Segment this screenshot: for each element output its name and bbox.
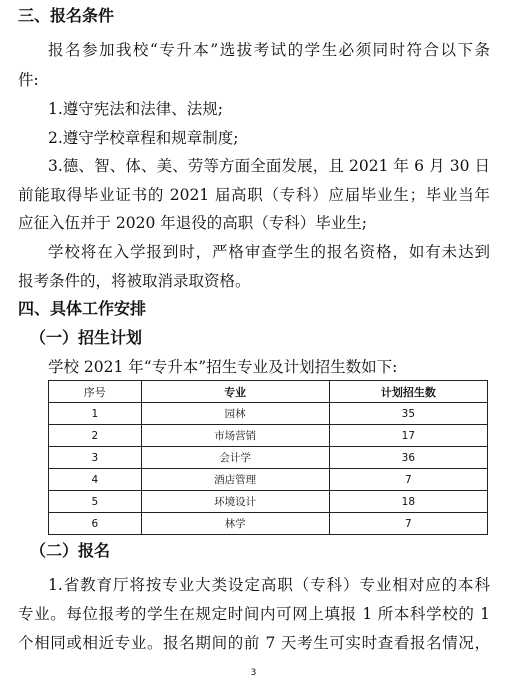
table-cell: 17: [329, 425, 487, 447]
table-cell: 2: [49, 425, 142, 447]
paragraph-line: 1.省教育厅将按专业大类设定高职（专科）专业相对应的本科: [48, 576, 490, 594]
table-intro: 学校 2021 年“专升本”招生专业及计划招生数如下:: [48, 358, 398, 376]
page-number: 3: [250, 668, 257, 678]
paragraph-line: 报名参加我校“专升本”选拔考试的学生必须同时符合以下条: [48, 41, 490, 59]
table-row: [49, 513, 488, 535]
paragraph-line: 应征入伍并于 2020 年退役的高职（专科）毕业生;: [18, 214, 368, 232]
table-cell: 36: [329, 447, 487, 469]
section-heading-arrangements: 四、具体工作安排: [18, 299, 147, 318]
table-cell: 市场营销: [141, 425, 329, 447]
table-cell: 18: [329, 491, 487, 513]
section-heading-eligibility: 三、报名条件: [18, 6, 115, 25]
list-item: 3.德、智、体、美、劳等方面全面发展，且 2021 年 6 月 30 日: [48, 157, 490, 175]
table-cell: 35: [329, 403, 487, 425]
paragraph-line: 个相同或相近专业。报名期间的前 7 天考生可实时查看报名情况，: [18, 634, 490, 652]
table-cell: 7: [329, 513, 487, 535]
table-cell: 4: [49, 469, 142, 491]
table-row: [49, 491, 488, 513]
table-cell: 1: [49, 403, 142, 425]
subsection-heading-plan: （一）招生计划: [30, 328, 143, 347]
table-header-row: [49, 381, 488, 403]
table-cell: 7: [329, 469, 487, 491]
column-header: 计划招生数: [329, 381, 487, 403]
table-cell: 6: [49, 513, 142, 535]
table-cell: 林学: [141, 513, 329, 535]
list-item: 1.遵守宪法和法律、法规;: [48, 100, 224, 118]
paragraph-line: 报考条件的，将被取消录取资格。: [18, 272, 251, 290]
subsection-heading-registration: （二）报名: [30, 541, 111, 560]
table-cell: 会计学: [141, 447, 329, 469]
list-item: 2.遵守学校章程和规章制度;: [48, 129, 239, 147]
table-row: [49, 447, 488, 469]
table-cell: 酒店管理: [141, 469, 329, 491]
paragraph-line: 专业。每位报考的学生在规定时间内可网上填报 1 所本科学校的 1: [18, 605, 490, 623]
table-cell: 3: [49, 447, 142, 469]
table-cell: 园林: [141, 403, 329, 425]
paragraph-line: 件:: [18, 71, 39, 89]
table-row: [49, 425, 488, 447]
table-row: [49, 469, 488, 491]
table-row: [49, 403, 488, 425]
column-header: 专业: [141, 381, 329, 403]
paragraph-line: 学校将在入学报到时，严格审查学生的报名资格，如有未达到: [48, 243, 490, 261]
table-cell: 环境设计: [141, 491, 329, 513]
table-cell: 5: [49, 491, 142, 513]
enrollment-plan-table: [48, 380, 488, 535]
paragraph-line: 前能取得毕业证书的 2021 届高职（专科）应届毕业生；毕业当年: [18, 186, 490, 204]
column-header: 序号: [49, 381, 142, 403]
